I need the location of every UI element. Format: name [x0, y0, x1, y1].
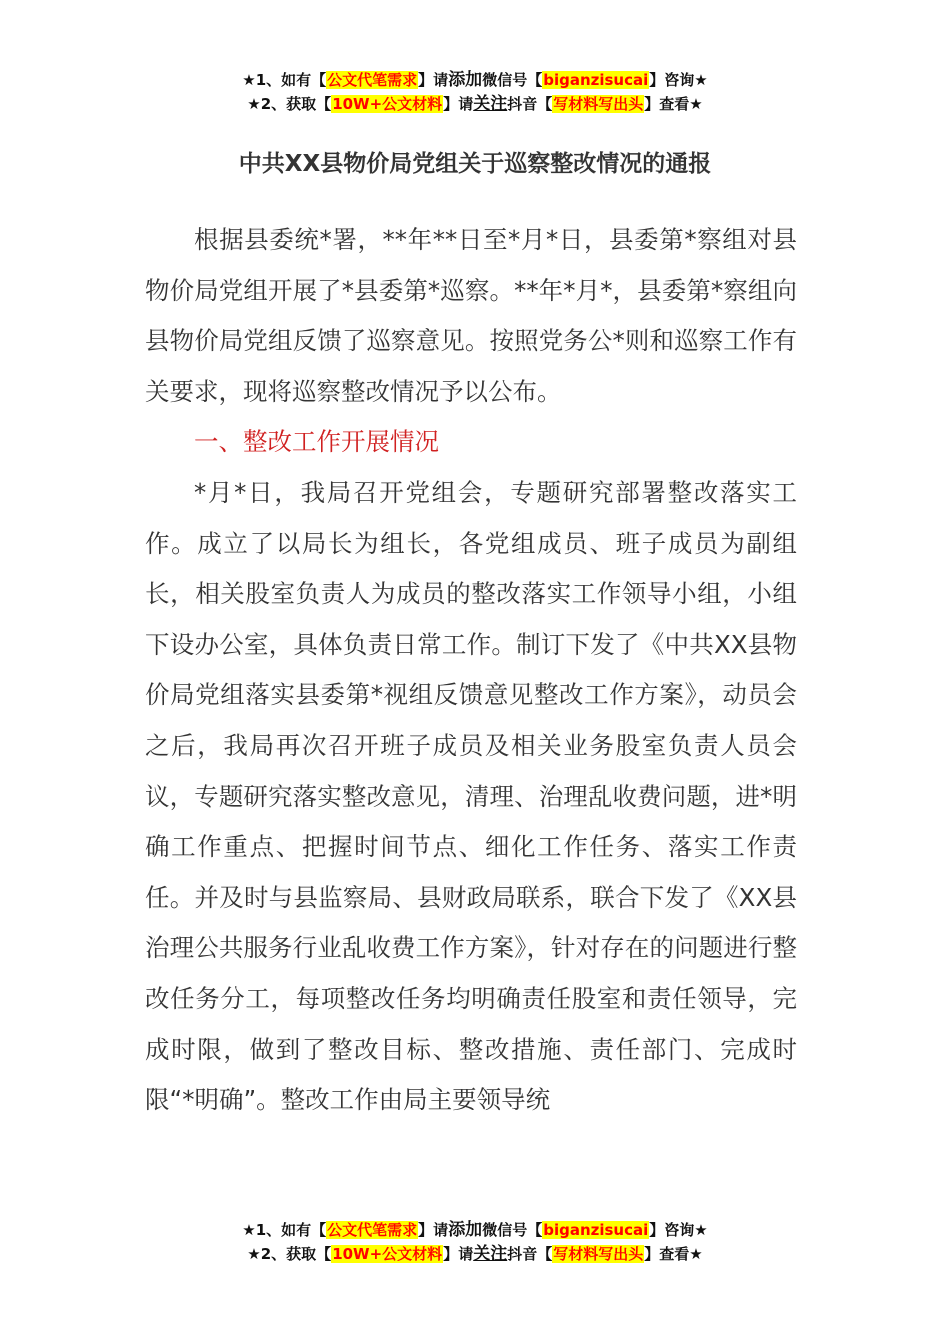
- document-body: [145, 215, 797, 1126]
- promo-header: [0, 68, 950, 116]
- document-title: 中共XX县物价局党组关于巡察整改情况的通报: [238, 151, 712, 177]
- paragraph-section-1: *月*日，我局召开党组会，专题研究部署整改落实工作。成立了以局长为组长，各党组成员、班子成员为副组长，相关股室负责人为成员的整改落实工作领导小组，小组下设办公室，具体负责日常工作。制订下发了《中共XX县物价局党组落实县委第*视组反馈意见整改工作方案》，动员会之后，我局再次召开班子成员及相关业务股室负责人员会议，专题研究落实整改意见，清理、治理乱收费问题，进*明确工作重点、把握时间节点、细化工作任务、落实工作责任。并及时与县监察局、县财政局联系，联合下发了《XX县治理公共服务行业乱收费工作方案》，针对存在的问题进行整改任务分工，每项整改任务均明确责任股室和责任领导，完成时限，做到了整改目标、整改措施、责任部门、完成时限“*明确”。整改工作由局主要领导统: [145, 477, 797, 1115]
- highlight-douyin-account: 写材料写出头: [553, 95, 644, 113]
- section-heading-1: 一、整改工作开展情况: [194, 427, 439, 457]
- highlight-writing-service: 公文代笔需求: [327, 1221, 418, 1239]
- highlight-materials: 10W+公文材料: [332, 1245, 443, 1263]
- highlight-materials: 10W+公文材料: [332, 95, 443, 113]
- highlight-writing-service: 公文代笔需求: [327, 71, 418, 89]
- paragraph-intro: 根据县委统*署，**年**日至*月*日，县委第*察组对县物价局党组开展了*县委第*巡察。**年*月*，县委第*察组向县物价局党组反馈了巡察意见。按照党务公*则和巡察工作有关要求，现将巡察整改情况予以公布。: [145, 225, 797, 406]
- promo-line-2: ★2、获取【10W+公文材料】请关注抖音【写材料写出头】查看★: [247, 94, 703, 114]
- highlight-wechat-id: biganzisucai: [543, 71, 649, 89]
- promo-line-2: ★2、获取【10W+公文材料】请关注抖音【写材料写出头】查看★: [247, 1244, 703, 1264]
- promo-line-1: ★1、如有【公文代笔需求】请添加微信号【biganzisucai】咨询★: [242, 1220, 708, 1240]
- promo-footer: [0, 1218, 950, 1266]
- highlight-wechat-id: biganzisucai: [543, 1221, 649, 1239]
- promo-line-1: ★1、如有【公文代笔需求】请添加微信号【biganzisucai】咨询★: [242, 70, 708, 90]
- highlight-douyin-account: 写材料写出头: [553, 1245, 644, 1263]
